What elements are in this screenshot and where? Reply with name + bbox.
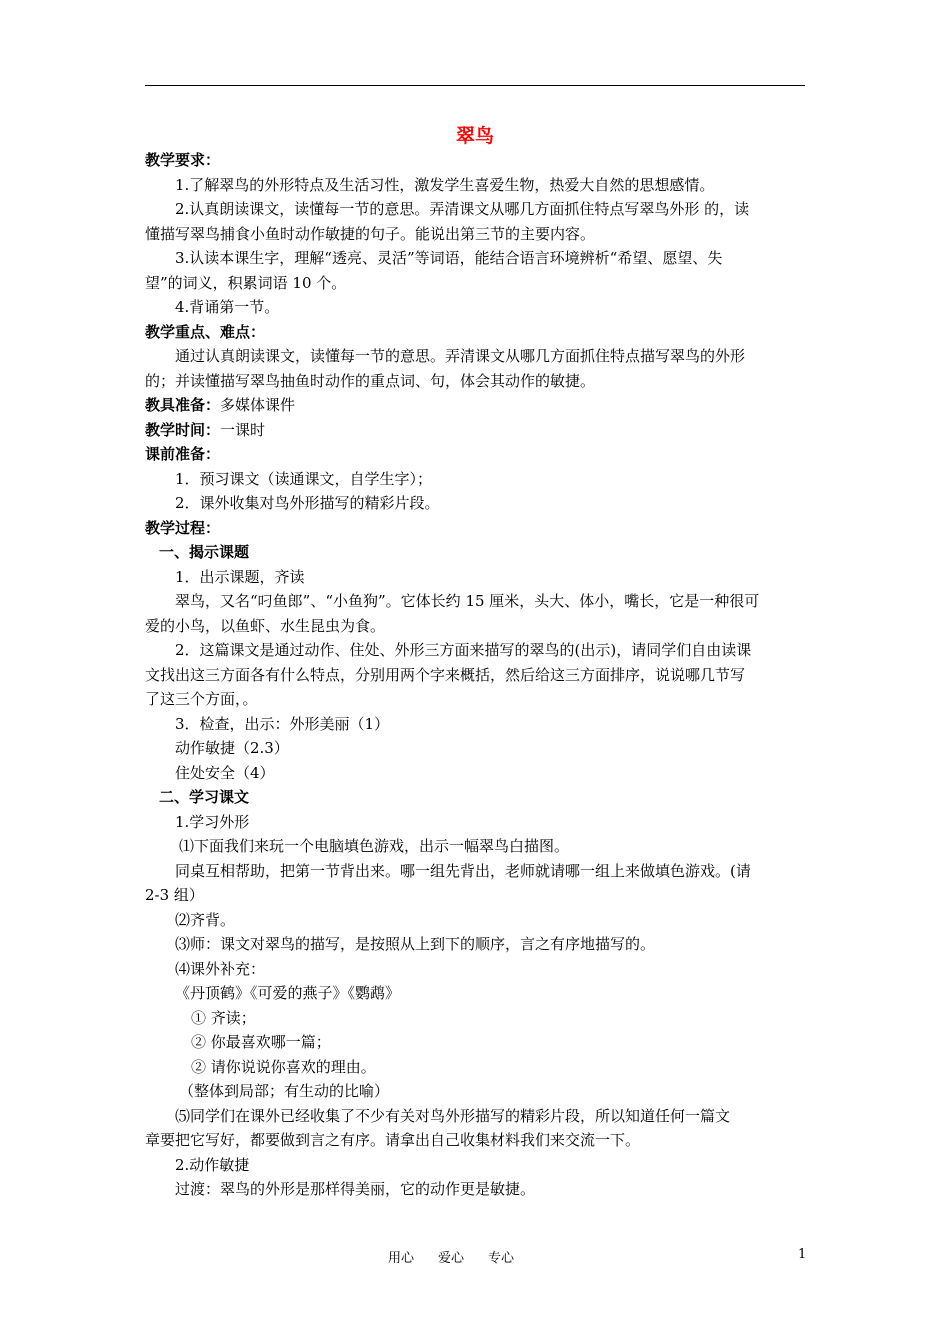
text-line: ② 请你说说你喜欢的理由。 (191, 1057, 376, 1076)
text-line: 一、揭示课题 (159, 543, 250, 561)
text-line (145, 418, 810, 443)
text-line: （整体到局部；有生动的比喻） (179, 1082, 390, 1100)
text-line: ② 你最喜欢哪一篇； (191, 1033, 331, 1051)
text-line: 动作敏捷（2.3） (175, 739, 289, 757)
text-line: 4.背诵第一节。 (175, 298, 280, 316)
text-line: 教学过程： (145, 518, 221, 537)
text-line: 望”的词义，积累词语 10 个。 (145, 273, 347, 292)
text-line: ① 齐读； (191, 1008, 256, 1027)
text-line: 爱的小鸟，以鱼虾、水生昆虫为食。 (145, 616, 386, 635)
field-label: 教学时间： (145, 420, 221, 439)
footer-motto (388, 1247, 538, 1266)
text-line: 二、学习课文 (159, 788, 250, 806)
text-line: ⑶师：课文对翠鸟的描写，是按照从上到下的顺序，言之有序地描写的。 (175, 935, 656, 953)
text-line: 《丹顶鹤》《可爱的燕子》《鹦鹉》 (175, 984, 401, 1002)
text-line: 过渡：翠鸟的外形是那样得美丽，它的动作更是敏捷。 (175, 1180, 536, 1198)
text-line: 课前准备： (145, 445, 221, 463)
text-line: 教学重点、难点： (145, 322, 266, 341)
text-line: ⑷课外补充： (175, 959, 266, 978)
text-line: 翠鸟，又名“叼鱼郎”、“小鱼狗”。它体长约 15 厘米，头大、体小，嘴长，它是一种很可 (175, 592, 760, 610)
text-line: 住处安全（4） (175, 763, 275, 782)
text-line: 1.学习外形 (175, 812, 250, 831)
page-footer (0, 1247, 950, 1269)
page-number: 1 (798, 1247, 807, 1262)
page-title: 翠鸟 (455, 125, 494, 147)
text-line: 懂描写翠鸟捕食小鱼时动作敏捷的句子。能说出第三节的主要内容。 (145, 224, 596, 243)
document-body (145, 148, 810, 1202)
text-line: 1．出示课题，齐读 (175, 567, 305, 586)
text-line: ⑵齐背。 (175, 910, 236, 929)
text-line: 1．预习课文（读通课文，自学生字）； (175, 469, 433, 488)
text-line: 2.认真朗读课文，读懂每一节的意思。弄清课文从哪几方面抓住特点写翠鸟外形 的，读 (175, 200, 750, 218)
text-line: 文找出这三方面各有什么特点，分别用两个字来概括，然后给这三方面排序，说说哪几节写 (145, 665, 746, 684)
text-line: 2.动作敏捷 (175, 1155, 250, 1174)
text-line: 章要把它写好，都要做到言之有序。请拿出自己收集材料我们来交流一下。 (145, 1131, 641, 1149)
text-line (145, 393, 810, 418)
text-line: ⑸同学们在课外已经收集了不少有关对鸟外形描写的精彩片段，所以知道任何一篇文 (175, 1106, 731, 1125)
text-line: 3．检查，出示：外形美丽（1） (175, 714, 390, 733)
text-line: 同桌互相帮助，把第一节背出来。哪一组先背出，老师就请哪一组上来做填色游戏。(请 (175, 861, 751, 880)
text-line: 通过认真朗读课文，读懂每一节的意思。弄清课文从哪几方面抓住特点描写翠鸟的外形 (175, 347, 746, 365)
footer-word: 专心 (488, 1251, 515, 1266)
field-value: 一课时 (220, 420, 266, 439)
text-line: 2-3 组） (145, 886, 204, 904)
text-line: 2．课外收集对鸟外形描写的精彩片段。 (175, 494, 440, 512)
text-line: ⑴下面我们来玩一个电脑填色游戏，出示一幅翠鸟白描图。 (179, 837, 570, 855)
text-line: 的；并读懂描写翠鸟抽鱼时动作的重点词、句，体会其动作的敏捷。 (145, 371, 596, 390)
header-rule (145, 85, 805, 86)
text-line: 了这三个方面，。 (145, 690, 258, 708)
field-label: 教具准备： (145, 396, 221, 414)
field-value: 多媒体课件 (220, 396, 296, 414)
text-line: 教学要求： (145, 151, 221, 169)
text-line: 3.认读本课生字，理解“透亮、灵活”等词语，能结合语言环境辨析“希望、愿望、失 (175, 249, 723, 267)
footer-word: 爱心 (438, 1251, 465, 1266)
footer-word: 用心 (388, 1251, 415, 1266)
text-line: 2．这篇课文是通过动作、住处、外形三方面来描写的翠鸟的(出示)，请同学们自由读课 (175, 641, 752, 659)
text-line: 1.了解翠鸟的外形特点及生活习性，激发学生喜爱生物，热爱大自然的思想感情。 (175, 175, 715, 194)
